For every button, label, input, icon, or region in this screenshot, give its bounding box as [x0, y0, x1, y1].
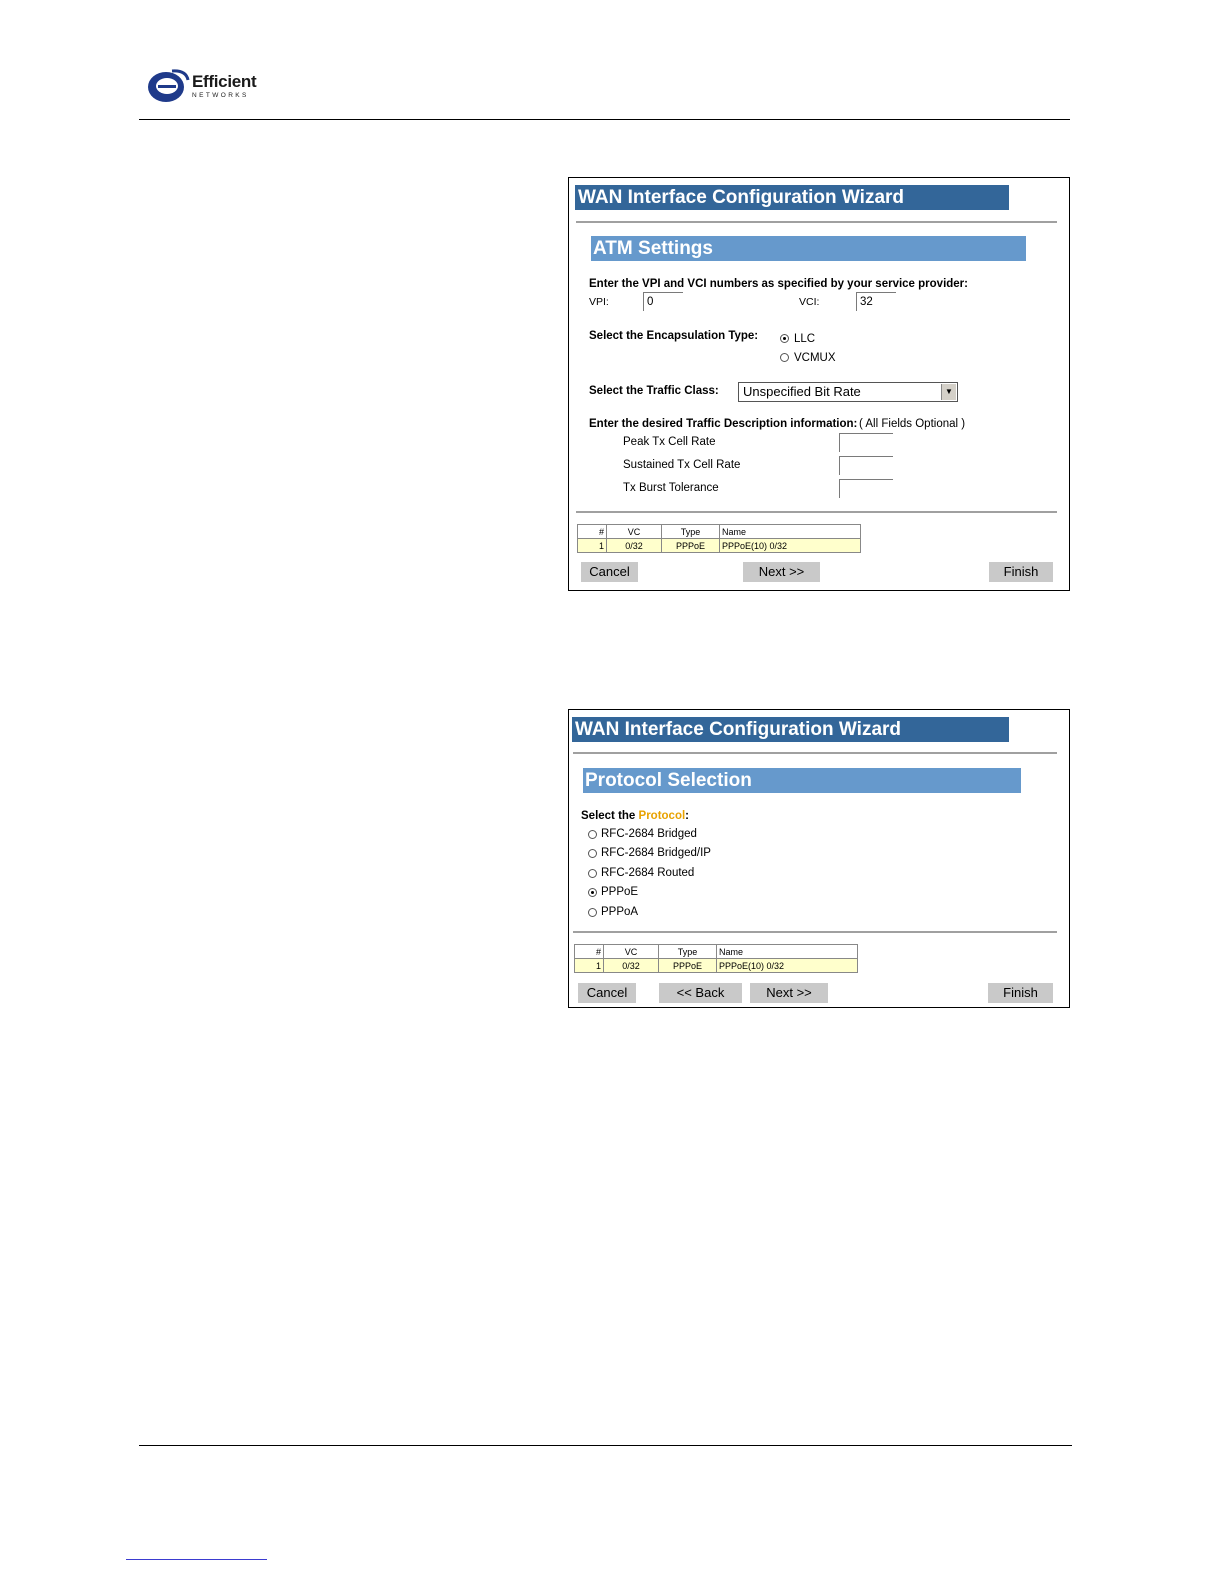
- col-vc: VC: [607, 525, 662, 539]
- rfc-bridged-ip-radio[interactable]: [588, 849, 597, 858]
- divider: [576, 221, 1057, 223]
- traffic-class-value: Unspecified Bit Rate: [743, 384, 861, 399]
- pppoa-label: PPPoA: [601, 906, 639, 918]
- rfc-bridged-radio[interactable]: [588, 830, 597, 839]
- cell-number: 1: [575, 959, 604, 973]
- cell-type: PPPoE: [662, 539, 720, 553]
- footer-link-underline: [126, 1559, 267, 1560]
- vpi-vci-prompt: Enter the VPI and VCI numbers as specified by your service provider:: [589, 278, 968, 290]
- cell-name: PPPoE(10) 0/32: [720, 539, 861, 553]
- cell-name: PPPoE(10) 0/32: [717, 959, 858, 973]
- divider: [576, 511, 1057, 513]
- rfc-bridged-ip-label: RFC-2684 Bridged/IP: [601, 847, 711, 859]
- sustained-rate-input[interactable]: [839, 456, 893, 475]
- cell-type: PPPoE: [659, 959, 717, 973]
- cancel-button[interactable]: Cancel: [581, 562, 638, 582]
- rfc-routed-radio[interactable]: [588, 869, 597, 878]
- divider: [573, 931, 1057, 933]
- llc-radio[interactable]: [780, 334, 789, 343]
- llc-label: LLC: [794, 333, 816, 345]
- col-vc: VC: [604, 945, 659, 959]
- next-button[interactable]: Next >>: [743, 562, 820, 582]
- col-type: Type: [659, 945, 717, 959]
- table-row[interactable]: [575, 959, 858, 973]
- rfc-bridged-label: RFC-2684 Bridged: [601, 828, 697, 840]
- divider: [573, 752, 1057, 754]
- protocol-prompt: [581, 810, 689, 822]
- cell-vc: 0/32: [607, 539, 662, 553]
- traffic-desc-label: Enter the desired Traffic Description information:: [589, 418, 858, 430]
- sustained-rate-label: Sustained Tx Cell Rate: [623, 459, 741, 471]
- atm-settings-panel: [568, 177, 1070, 591]
- footer-rule: [139, 1445, 1072, 1446]
- pppoe-label: PPPoE: [601, 886, 639, 898]
- chevron-down-icon[interactable]: ▼: [941, 384, 956, 400]
- traffic-class-select[interactable]: [738, 382, 958, 402]
- rfc-routed-label: RFC-2684 Routed: [601, 867, 695, 879]
- protocol-selection-panel: [568, 709, 1070, 1008]
- wizard-title: WAN Interface Configuration Wizard: [575, 185, 1009, 210]
- peak-rate-label: Peak Tx Cell Rate: [623, 436, 716, 448]
- table-header-row: [575, 945, 858, 959]
- finish-button[interactable]: Finish: [988, 983, 1053, 1003]
- efficient-networks-logo: [146, 66, 266, 106]
- col-name: Name: [720, 525, 861, 539]
- vpi-label: VPI:: [589, 296, 609, 308]
- encapsulation-label: Select the Encapsulation Type:: [589, 330, 759, 342]
- finish-button[interactable]: Finish: [989, 562, 1053, 582]
- table-row[interactable]: [578, 539, 861, 553]
- vc-table: [577, 524, 861, 553]
- cell-vc: 0/32: [604, 959, 659, 973]
- col-type: Type: [662, 525, 720, 539]
- protocol-prompt-highlight: Protocol: [638, 810, 686, 822]
- logo-e-icon: [146, 66, 190, 106]
- traffic-class-label: Select the Traffic Class:: [589, 385, 719, 397]
- vpi-input[interactable]: 0: [643, 292, 683, 311]
- vc-table: [574, 944, 858, 973]
- next-button[interactable]: Next >>: [750, 983, 828, 1003]
- col-number: #: [578, 525, 607, 539]
- protocol-prompt-suffix: :: [685, 810, 690, 822]
- table-header-row: [578, 525, 861, 539]
- pppoa-radio[interactable]: [588, 908, 597, 917]
- col-name: Name: [717, 945, 858, 959]
- vci-input[interactable]: 32: [856, 292, 896, 311]
- burst-tolerance-label: Tx Burst Tolerance: [623, 482, 719, 494]
- peak-rate-input[interactable]: [839, 433, 893, 452]
- vcmux-label: VCMUX: [794, 352, 836, 364]
- vci-label: VCI:: [799, 296, 820, 308]
- traffic-desc-note: ( All Fields Optional ): [859, 418, 966, 430]
- header-rule: [139, 119, 1070, 120]
- section-heading: Protocol Selection: [583, 768, 1021, 793]
- cancel-button[interactable]: Cancel: [578, 983, 636, 1003]
- back-button[interactable]: << Back: [659, 983, 742, 1003]
- burst-tolerance-input[interactable]: [839, 479, 893, 498]
- logo-word: Efficient: [192, 72, 257, 91]
- pppoe-radio[interactable]: [588, 888, 597, 897]
- section-heading: ATM Settings: [591, 236, 1026, 261]
- col-number: #: [575, 945, 604, 959]
- wizard-title: WAN Interface Configuration Wizard: [572, 717, 1009, 742]
- vcmux-radio[interactable]: [780, 353, 789, 362]
- protocol-prompt-prefix: Select the: [581, 810, 639, 822]
- logo-sub: NETWORKS: [192, 92, 249, 99]
- cell-number: 1: [578, 539, 607, 553]
